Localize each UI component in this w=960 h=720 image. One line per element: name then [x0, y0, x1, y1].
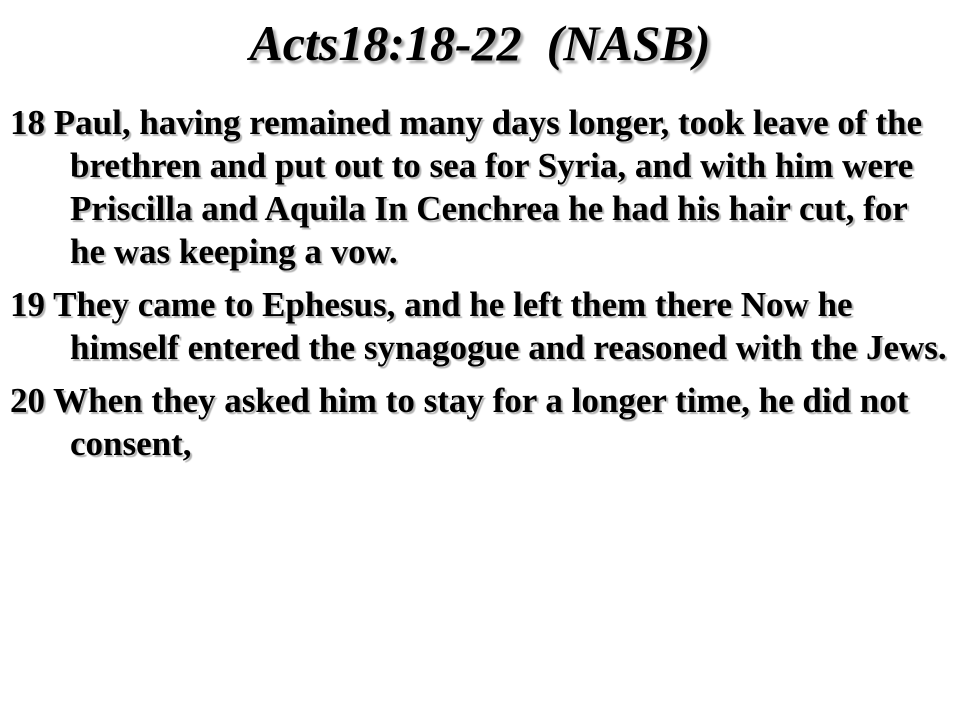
verse-20: 20 When they asked him to stay for a longer time, he did not consent,: [10, 381, 909, 463]
verse-19: 19 They came to Ephesus, and he left them there Now he himself entered the synagogue and reasoned with the Jews.: [10, 285, 947, 367]
slide-title: Acts18:18-22 (NASB): [249, 15, 711, 71]
verse-18: 18 Paul, having remained many days longer, took leave of the brethren and put out to sea for Syria, and with him were Priscilla and Aquila In Cenchrea he had his hair cut, for he was keeping a vow.: [10, 103, 922, 271]
verse-list: [10, 101, 950, 475]
